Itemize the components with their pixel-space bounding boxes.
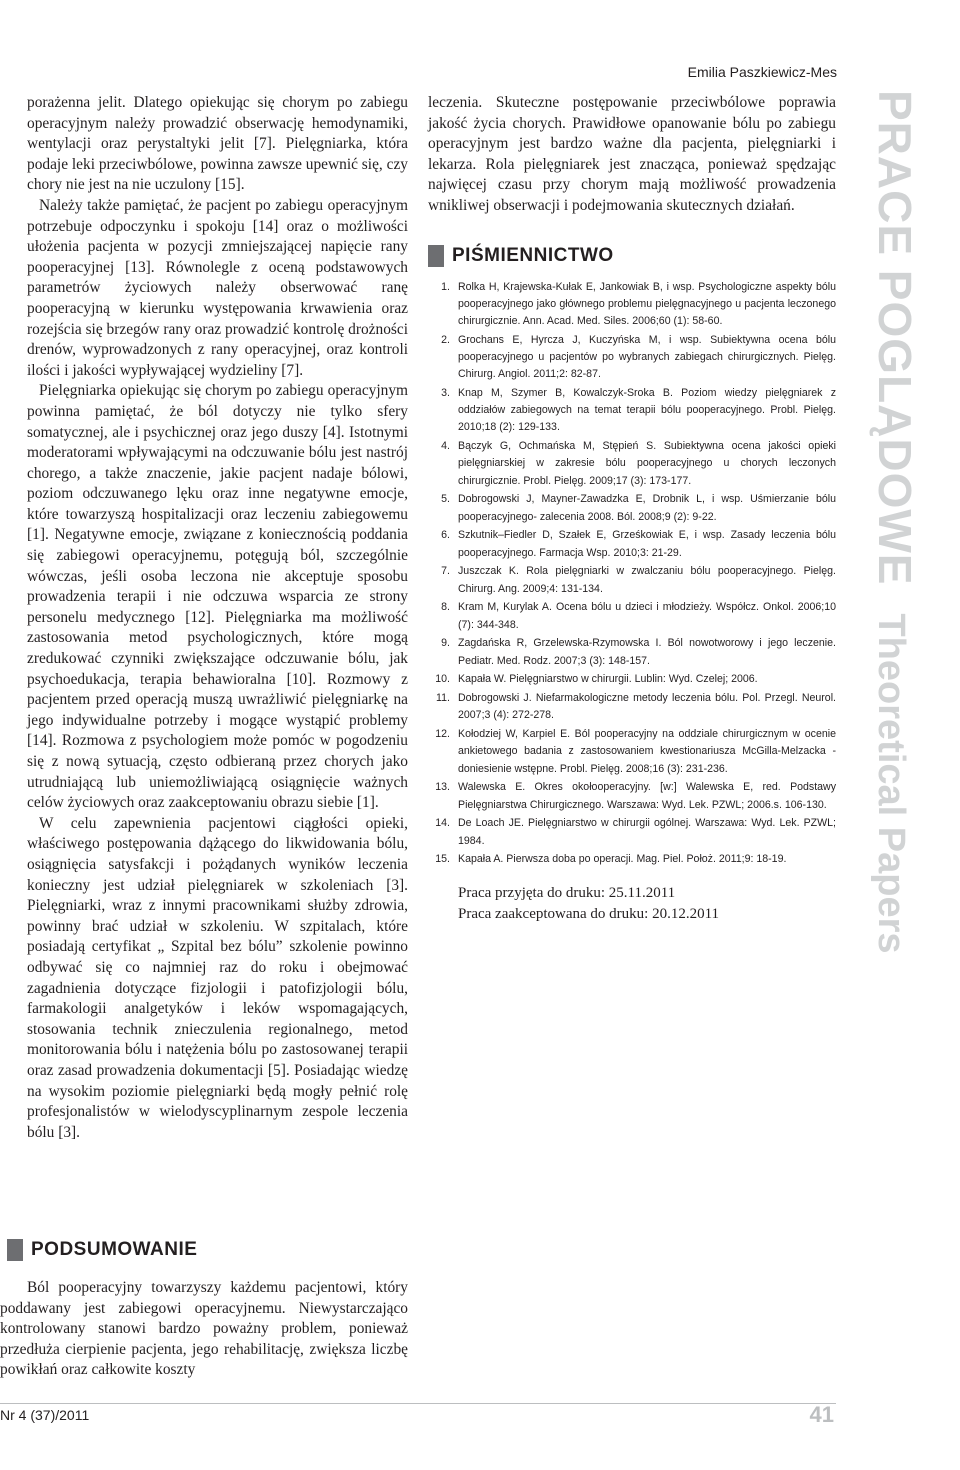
reference-item: 14. De Loach JE. Pielęgniarstwo w chirurgii ogólnej. Warszawa: Wyd. Lek. PZWL; 1984. xyxy=(435,817,836,847)
reference-item: 7. Juszczak K. Rola pielęgniarki w zwalczaniu bólu pooperacyjnego. Pielęg. Chirurg. Ang. 2009;4: 131-134. xyxy=(441,565,836,595)
summary-heading xyxy=(7,1239,197,1261)
reference-item: 5. Dobrogowski J, Mayner-Zawadzka E, Drobnik L, i wsp. Uśmierzanie bólu pooperacyjnego- zalecenia 2008. Ból. 2008;9 (2): 9-22. xyxy=(441,493,836,523)
footer-issue-number: Nr 4 (37)/2011 xyxy=(0,1407,90,1423)
running-header-author: Emilia Paszkiewicz-Mes xyxy=(687,64,837,80)
footer-divider xyxy=(0,1403,836,1404)
reference-item: 6. Szkutnik–Fiedler D, Szałek E, Grześkowiak E, i wsp. Zasady leczenia bólu pooperacyjnego. Farmacja Wsp. 2010;3: 21-29. xyxy=(441,529,836,559)
reference-item: 2. Grochans E, Hyrcza J, Kuczyńska M, i wsp. Subiektywna ocena bólu pooperacyjnego u pacjentów po wybranych zabiegach chirurgicznych. Pielęg. Chirurg. Angiol. 2011;2: 82-87. xyxy=(441,333,836,381)
paragraph: Ból pooperacyjny towarzyszy każdemu pacjentowi, który poddawany jest zabiegowi operacyjnemu. Niewystarczająco kontrolowany stanowi bardzo poważny problem, ponieważ przedłuża cierpienie pacjenta, jego rehabilitację, zwiększa liczbę powikłań oraz całkowite koszty xyxy=(0,1279,408,1379)
references-heading xyxy=(428,245,836,267)
right-column xyxy=(428,93,836,925)
reference-item: 10. Kapała W. Pielęgniarstwo w chirurgii. Lublin: Wyd. Czelej; 2006. xyxy=(435,673,758,686)
reference-item: 9. Zagdańska R, Grzelewska-Rzymowska I. Ból nowotworowy i jego leczenie. Pediatr. Med. Rodz. 2007;3 (3): 148-157. xyxy=(441,637,836,667)
reference-item: 4. Bączyk G, Ochmańska M, Stępień S. Subiektywna ocena jakości opieki pielęgniarskiej w zakresie bólu pooperacyjnego u chorych leczonych chirurgicznie. Probl. Pielęg. 2009;17 (3): 173-177. xyxy=(441,440,836,487)
references-list xyxy=(428,279,836,869)
date-approved: Praca zaakceptowana do druku: 20.12.2011 xyxy=(458,905,720,922)
page-number: 41 xyxy=(809,1402,834,1427)
summary-heading-text: PODSUMOWANIE xyxy=(31,1239,198,1260)
side-label-polish: PRACE POGLĄDOWE xyxy=(869,90,921,586)
date-accepted: Praca przyjęta do druku: 25.11.2011 xyxy=(458,884,676,901)
reference-item: 11. Dobrogowski J. Niefarmakologiczne metody leczenia bólu. Pol. Przegl. Neurol. 2007;3 (4): 272-278. xyxy=(436,692,836,722)
paragraph: Należy także pamiętać, że pacjent po zabiegu operacyjnym potrzebuje odpoczynku i spokoju [14] oraz o możliwości ułożenia pacjenta w pozycji zmniejszającej napięcie rany pooperacyjnej [13]. Równolegle z oceną podstawowych parametrów życiowych należy obserwować ranę pooperacyjną w kierunku występowania krwawienia oraz rozejścia się brzegów rany oraz prowadzić kontrolę drożności drenów, wyprowadzonych z rany operacyjnej, oraz kontroli ilości i jakości wypływającej wydzieliny [7]. xyxy=(27,196,408,379)
side-section-label xyxy=(868,90,922,954)
side-section-strip xyxy=(848,0,960,1470)
paragraph: Pielęgniarka opiekując się chorym po zabiegu operacyjnym powinna pamiętać, że ból dotyczy nie tylko sfery somatycznej, ale i psychicznej oraz jego duszy [4]. Istotnymi moderatorami wpływającymi na odczuwanie bólu jest nastrój chorego, a także znaczenie, jakie pacjent nadaje bólowi, poziom odczuwanego lęku oraz inne negatywne emocje, które towarzyszą hospitalizacji oraz leczeniu zabiegowemu [1]. Negatywne emocje, związane z koniecznością poddania się zabiegowi operacyjnemu, potęgują ból, szczególnie wówczas, jeśli osoba leczona nie akceptuje sposobu prowadzenia terapii i nie odczuwa wsparcia ze strony personelu medycznego [12]. Pielęgniarka ma możliwość zastosowania metod psychologicznych, które mogą zredukować czynniki zwiększające odczuwanie bólu, jak psychoedukacja, terapia behawioralna [10]. Rozmowy z pacjentem przed operacją muszą uwrażliwić pielęgniarkę na jego indywidualne potrzeby i mogące wystąpić problemy [14]. Rozmowa z psychologiem może pomóc w pogodzeniu się z nową sytuacją, często odbieraną przez chorych jako utrudniającą lub uniemożliwiającą osiągnięcie ważnych celów życiowych oraz zaakceptowaniu obrazu siebie [1]. xyxy=(27,382,408,812)
reference-item: 12. Kołodziej W, Karpiel E. Ból pooperacyjny na oddziale chirurgicznym w ocenie ankietowego badania z zastosowaniem kwestionariusza McGilla-Melzacka - doniesienie wstępne. Probl. Pielęg. 2008;16 (3): 231-236. xyxy=(435,728,836,775)
paragraph: W celu zapewnienia pacjentowi ciągłości opieki, właściwego postępowania dążącego do likwidowania bólu, osiągnięcia satysfakcji i pożądanych wyników leczenia konieczny jest udział pielęgniarek w szkoleniach [3]. Pielęgniarki, wraz z innymi pracownikami służby zdrowia, powinny brać udział w szkoleniu. W szpitalach, które posiadają certyfikat „ Szpital bez bólu” szkolenie powinno odbywać się co najmniej raz do roku i obejmować zagadnienia dotyczące fizjologii i patofizjologii bólu, farmakologii analgetyków i leków wspomagających, stosowania technik znieczulenia regionalnego, metod monitorowania bólu i natężenia bólu po zastosowanej terapii oraz zasad prowadzenia dokumentacji [5]. Posiadając wiedzę na wysokim poziomie pielęgniarki będą mogły pełnić rolę profesjonalistów w wielodyscyplinarnym zespole leczenia bólu [3]. xyxy=(27,814,408,1141)
heading-bar-marker xyxy=(7,1239,23,1261)
heading-bar-marker xyxy=(428,245,444,267)
reference-item: 8. Kram M, Kurylak A. Ocena bólu u dzieci i młodzieży. Współcz. Onkol. 2006;10 (7): 344-348. xyxy=(441,601,836,631)
reference-item: 13. Walewska E. Okres okołooperacyjny. [w:] Walewska E, red. Podstawy Pielęgniarstwa Chirurgicznego. Warszawa: Wyd. Lek. PZWL; 2006.s. 106-130. xyxy=(435,781,836,811)
reference-item: 3. Knap M, Szymer B, Kowalczyk-Sroka B. Poziom wiedzy pielęgniarek z oddziałów zabiegowych na temat terapii bólu pooperacyjnego. Probl. Pielęg. 2010;18 (2): 129-133. xyxy=(441,386,836,434)
references-heading-text: PIŚMIENNICTWO xyxy=(452,244,614,266)
paragraph: porażenna jelit. Dlatego opiekując się chorym po zabiegu operacyjnym należy prowadzić obserwację hemodynamiki, wentylacji oraz perystaltyki jelit [7]. Pielęgniarka, która podaje leki przeciwbólowe, powinna zawsze upewnić się, czy chory nie jest na nie uczulony [15]. xyxy=(27,94,408,194)
reference-item: 1. Rolka H, Krajewska-Kułak E, Jankowiak B, i wsp. Psychologiczne aspekty bólu pooperacyjnego jako głównego problemu pielęgnacyjnego u pacjenta leczonego chirurgicznie. Ann. Acad. Med. Siles. 2006;60 (1): 58-60. xyxy=(441,280,836,327)
summary-text xyxy=(0,1278,408,1381)
paragraph: leczenia. Skuteczne postępowanie przeciwbólowe poprawia jakość życia chorych. Prawidłowe opanowanie bólu po zabiegu operacyjnym jest bardzo ważne dla pacjenta, pielęgniarki i lekarza. Rola pielęgniarek jest znacząca, ponieważ spędzając najwięcej czasu przy chorym mają możliwość prowadzenia wnikliwej obserwacji i podejmowania skutecznych działań. xyxy=(428,94,836,214)
reference-item: 15. Kapała A. Pierwsza doba po operacji. Mag. Piel. Położ. 2011;9: 18-19. xyxy=(435,853,787,866)
submission-dates xyxy=(428,883,836,925)
left-column xyxy=(27,93,408,1143)
side-label-english: Theoretical Papers xyxy=(870,613,912,954)
